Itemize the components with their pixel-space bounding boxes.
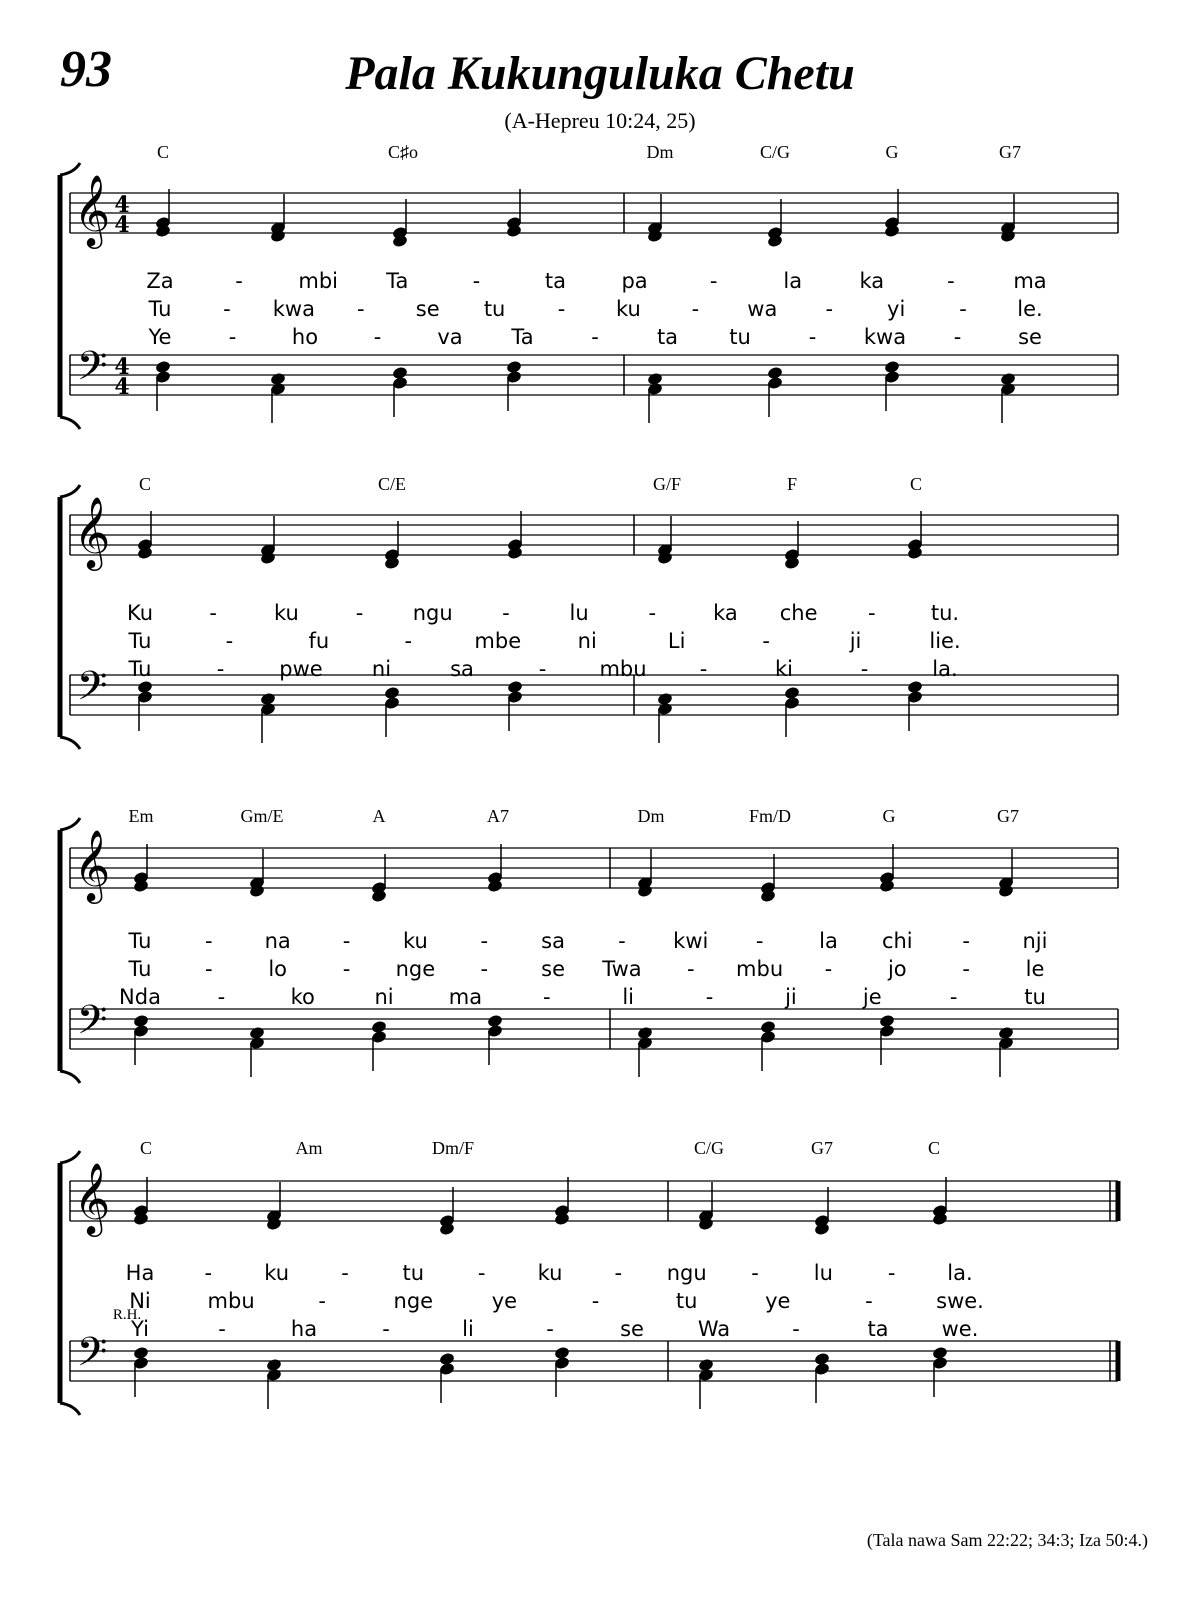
lyric-syllable: ku (402, 929, 428, 953)
hymn-number: 93 (60, 41, 112, 98)
lyric-hyphen: - (953, 325, 962, 349)
lyric-hyphen: - (216, 657, 225, 681)
lyric-syllable: tu (675, 1289, 698, 1313)
lyric-syllable: tu (729, 325, 751, 349)
chord-symbol: A7 (487, 806, 509, 826)
lyric-syllable: pa (621, 269, 648, 293)
time-signature-top: 4 (114, 354, 130, 380)
lyric-hyphen: - (591, 1289, 600, 1313)
lyric-hyphen: - (543, 985, 551, 1009)
lyric-syllable: ma (448, 985, 483, 1009)
lyric-syllable: la (783, 269, 803, 293)
lyric-syllable: swe. (936, 1289, 984, 1313)
lyric-syllable: tu. (930, 601, 960, 625)
lyric-hyphen: - (480, 957, 489, 981)
lyric-syllable: ta (867, 1317, 889, 1341)
chord-symbol: G (885, 142, 899, 162)
lyric-syllable: Tu (148, 297, 172, 321)
chord-symbol: Dm/F (431, 1138, 475, 1158)
lyric-hyphen: - (686, 957, 695, 981)
lyric-hyphen: - (762, 629, 770, 653)
lyric-syllable: la (819, 929, 838, 953)
lyric-syllable: mbu (599, 657, 647, 681)
chord-symbol: C/G (693, 1138, 725, 1158)
treble-clef-icon: 𝄞 (73, 1161, 111, 1234)
treble-clef-icon: 𝄞 (73, 828, 111, 901)
lyric-syllable: kwa (863, 325, 907, 349)
lyric-hyphen: - (205, 957, 213, 981)
bracket-bottom-hook (60, 417, 80, 429)
lyric-syllable: nge (395, 957, 436, 981)
lyric-hyphen: - (382, 1317, 390, 1341)
lyric-syllable: lo (268, 957, 288, 981)
lyric-syllable: ku (264, 1261, 290, 1285)
lyric-hyphen: - (355, 601, 364, 625)
lyric-hyphen: - (228, 325, 237, 349)
lyric-syllable: tu (402, 1261, 425, 1285)
lyric-syllable: Za (146, 269, 174, 293)
lyric-hyphen: - (205, 929, 213, 953)
lyric-hyphen: - (825, 297, 834, 321)
chord-symbol: Fm/D (748, 806, 792, 826)
lyric-syllable: ji (849, 629, 862, 653)
lyric-hyphen: - (538, 657, 547, 681)
time-signature-top: 4 (114, 192, 130, 218)
lyric-syllable: sa (450, 657, 474, 681)
lyric-hyphen: - (404, 629, 413, 653)
footnote-references: (Tala nawa Sam 22:22; 34:3; Iza 50:4.) (866, 1530, 1148, 1550)
lyric-syllable: ho (291, 325, 319, 349)
lyric-hyphen: - (204, 1261, 213, 1285)
chord-symbol: C (909, 474, 923, 494)
lyric-syllable: Ye (148, 325, 172, 349)
hymn-title: Pala Kukunguluka Chetu (345, 47, 855, 100)
lyric-syllable: ko (290, 985, 315, 1009)
lyric-hyphen: - (709, 269, 718, 293)
lyric-hyphen: - (962, 929, 970, 953)
lyric-syllable: Tu (128, 929, 152, 953)
chord-symbol: Dm (637, 806, 665, 826)
lyric-hyphen: - (373, 325, 382, 349)
lyric-syllable: ni (374, 985, 394, 1009)
lyric-syllable: ngu (412, 601, 453, 625)
treble-clef-icon: 𝄞 (73, 173, 111, 246)
lyric-hyphen: - (751, 1261, 759, 1285)
lyric-syllable: li (622, 985, 635, 1009)
lyric-syllable: Nda (119, 985, 161, 1009)
lyric-syllable: mbu (207, 1289, 255, 1313)
bracket-bottom-hook (60, 737, 80, 749)
lyric-syllable: se (620, 1317, 644, 1341)
lyric-syllable: Ku (126, 601, 154, 625)
lyric-hyphen: - (824, 957, 833, 981)
lyric-hyphen: - (342, 929, 351, 953)
lyric-syllable: Wa (697, 1317, 731, 1341)
chord-symbol: C/G (759, 142, 791, 162)
lyric-syllable: chi (881, 929, 913, 953)
lyric-syllable: pwe (279, 657, 323, 681)
lyric-syllable: Tu (128, 629, 152, 653)
lyric-hyphen: - (792, 1317, 800, 1341)
lyric-syllable: Ni (129, 1289, 151, 1313)
lyric-syllable: ni (371, 657, 392, 681)
time-signature-bottom: 4 (114, 212, 130, 238)
lyric-syllable: lie. (929, 629, 961, 653)
chord-symbol: C (156, 142, 170, 162)
bass-clef-icon: 𝄢 (76, 663, 108, 719)
lyric-syllable: li (462, 1317, 474, 1341)
scripture-reference: (A-Hepreu 10:24, 25) (504, 108, 696, 133)
lyric-syllable: la. (947, 1261, 973, 1285)
lyric-syllable: lu (569, 601, 589, 625)
lyric-syllable: ka (859, 269, 885, 293)
lyric-syllable: nji (1022, 929, 1048, 953)
lyric-syllable: na (264, 929, 291, 953)
lyric-hyphen: - (691, 297, 700, 321)
lyric-syllable: mbu (736, 957, 784, 981)
lyric-hyphen: - (557, 297, 566, 321)
lyric-syllable: Ta (511, 325, 534, 349)
lyric-syllable: yi (887, 297, 906, 321)
lyric-hyphen: - (342, 957, 351, 981)
bass-clef-icon: 𝄢 (76, 343, 108, 399)
chord-symbol: G7 (997, 806, 1019, 826)
lyric-syllable: ta (656, 325, 679, 349)
lyric-hyphen: - (218, 1317, 226, 1341)
lyric-syllable: ma (1013, 269, 1047, 293)
lyric-hyphen: - (472, 269, 481, 293)
lyric-syllable: le. (1017, 297, 1043, 321)
lyric-hyphen: - (755, 929, 764, 953)
bracket-bottom-hook (60, 1071, 80, 1083)
lyric-hyphen: - (225, 629, 234, 653)
lyric-hyphen: - (546, 1317, 554, 1341)
lyric-syllable: mbe (474, 629, 522, 653)
bracket-bottom-hook (60, 1403, 80, 1415)
lyric-hyphen: - (808, 325, 817, 349)
lyric-hyphen: - (223, 297, 231, 321)
lyric-hyphen: - (705, 985, 714, 1009)
lyric-syllable: ka (713, 601, 738, 625)
chord-symbol: C (927, 1138, 941, 1158)
lyric-syllable: tu (1024, 985, 1046, 1009)
lyric-syllable: ji (785, 985, 797, 1009)
lyric-hyphen: - (209, 601, 217, 625)
lyric-syllable: Tu (128, 957, 152, 981)
chord-symbol: C (138, 474, 152, 494)
lyric-syllable: se (541, 957, 566, 981)
lyric-syllable: wa (747, 297, 778, 321)
lyric-syllable: mbi (298, 269, 338, 293)
lyric-syllable: la. (932, 657, 958, 681)
chord-symbol: G (882, 806, 896, 826)
lyric-hyphen: - (959, 297, 967, 321)
lyric-syllable: kwa (272, 297, 315, 321)
lyric-hyphen: - (614, 1261, 623, 1285)
lyric-syllable: Ta (386, 269, 409, 293)
lyric-hyphen: - (618, 929, 626, 953)
lyric-syllable: nge (393, 1289, 434, 1313)
chord-symbol: Dm (646, 142, 674, 162)
chord-symbol: Gm/E (240, 806, 284, 826)
chord-symbol: C (139, 1138, 153, 1158)
lyric-syllable: ku (616, 297, 641, 321)
lyric-hyphen: - (699, 657, 708, 681)
lyric-hyphen: - (480, 929, 489, 953)
lyric-hyphen: - (341, 1261, 349, 1285)
lyric-hyphen: - (591, 325, 599, 349)
lyric-syllable: ta (544, 269, 567, 293)
lyric-hyphen: - (865, 1289, 873, 1313)
chord-symbol: F (786, 474, 798, 494)
lyric-syllable: tu (483, 297, 506, 321)
chord-symbol: Em (128, 806, 154, 826)
lyric-syllable: we. (941, 1317, 979, 1341)
chord-symbol: C♯o (387, 142, 419, 162)
lyric-syllable: Li (667, 629, 686, 653)
lyric-syllable: jo (887, 957, 907, 981)
lyric-syllable: che (779, 601, 818, 625)
lyric-syllable: ku (537, 1261, 563, 1285)
lyric-syllable: ki (775, 657, 793, 681)
lyric-syllable: kwi (673, 929, 709, 953)
lyric-syllable: ni (577, 629, 597, 653)
lyric-syllable: Yi (131, 1317, 149, 1341)
treble-clef-icon: 𝄞 (73, 495, 111, 568)
lyric-syllable: va (437, 325, 463, 349)
lyric-hyphen: - (356, 297, 365, 321)
lyric-hyphen: - (477, 1261, 486, 1285)
lyric-syllable: fu (308, 629, 330, 653)
lyric-syllable: le (1025, 957, 1045, 981)
lyric-hyphen: - (887, 1261, 896, 1285)
lyric-hyphen: - (648, 601, 657, 625)
lyric-hyphen: - (217, 985, 226, 1009)
lyric-hyphen: - (860, 657, 869, 681)
chord-symbol: C/E (377, 474, 407, 494)
lyric-syllable: ha (290, 1317, 318, 1341)
chord-symbol: A (372, 806, 386, 826)
lyric-syllable: se (1018, 325, 1042, 349)
lyric-hyphen: - (962, 957, 970, 981)
bass-clef-icon: 𝄢 (76, 1329, 108, 1385)
lyric-syllable: lu (813, 1261, 833, 1285)
lyric-syllable: sa (541, 929, 565, 953)
lyric-syllable: ye (765, 1289, 791, 1313)
lyric-syllable: se (415, 297, 440, 321)
lyric-syllable: Twa (602, 957, 642, 981)
lyric-syllable: ngu (666, 1261, 707, 1285)
lyric-hyphen: - (318, 1289, 327, 1313)
lyric-hyphen: - (502, 601, 510, 625)
lyric-syllable: Ha (125, 1261, 155, 1285)
lyric-hyphen: - (949, 985, 958, 1009)
chord-symbol: G7 (811, 1138, 833, 1158)
lyric-hyphen: - (235, 269, 243, 293)
lyric-hyphen: - (947, 269, 955, 293)
lyric-syllable: ye (491, 1289, 518, 1313)
lyric-syllable: ku (273, 601, 299, 625)
right-hand-marker: R.H. (112, 1307, 142, 1323)
time-signature-bottom: 4 (114, 374, 130, 400)
lyric-syllable: je (862, 985, 882, 1009)
bass-clef-icon: 𝄢 (76, 997, 108, 1053)
chord-symbol: Am (295, 1138, 323, 1158)
lyric-hyphen: - (868, 601, 876, 625)
lyric-syllable: Tu (128, 657, 152, 681)
chord-symbol: G/F (652, 474, 682, 494)
chord-symbol: G7 (999, 142, 1021, 162)
